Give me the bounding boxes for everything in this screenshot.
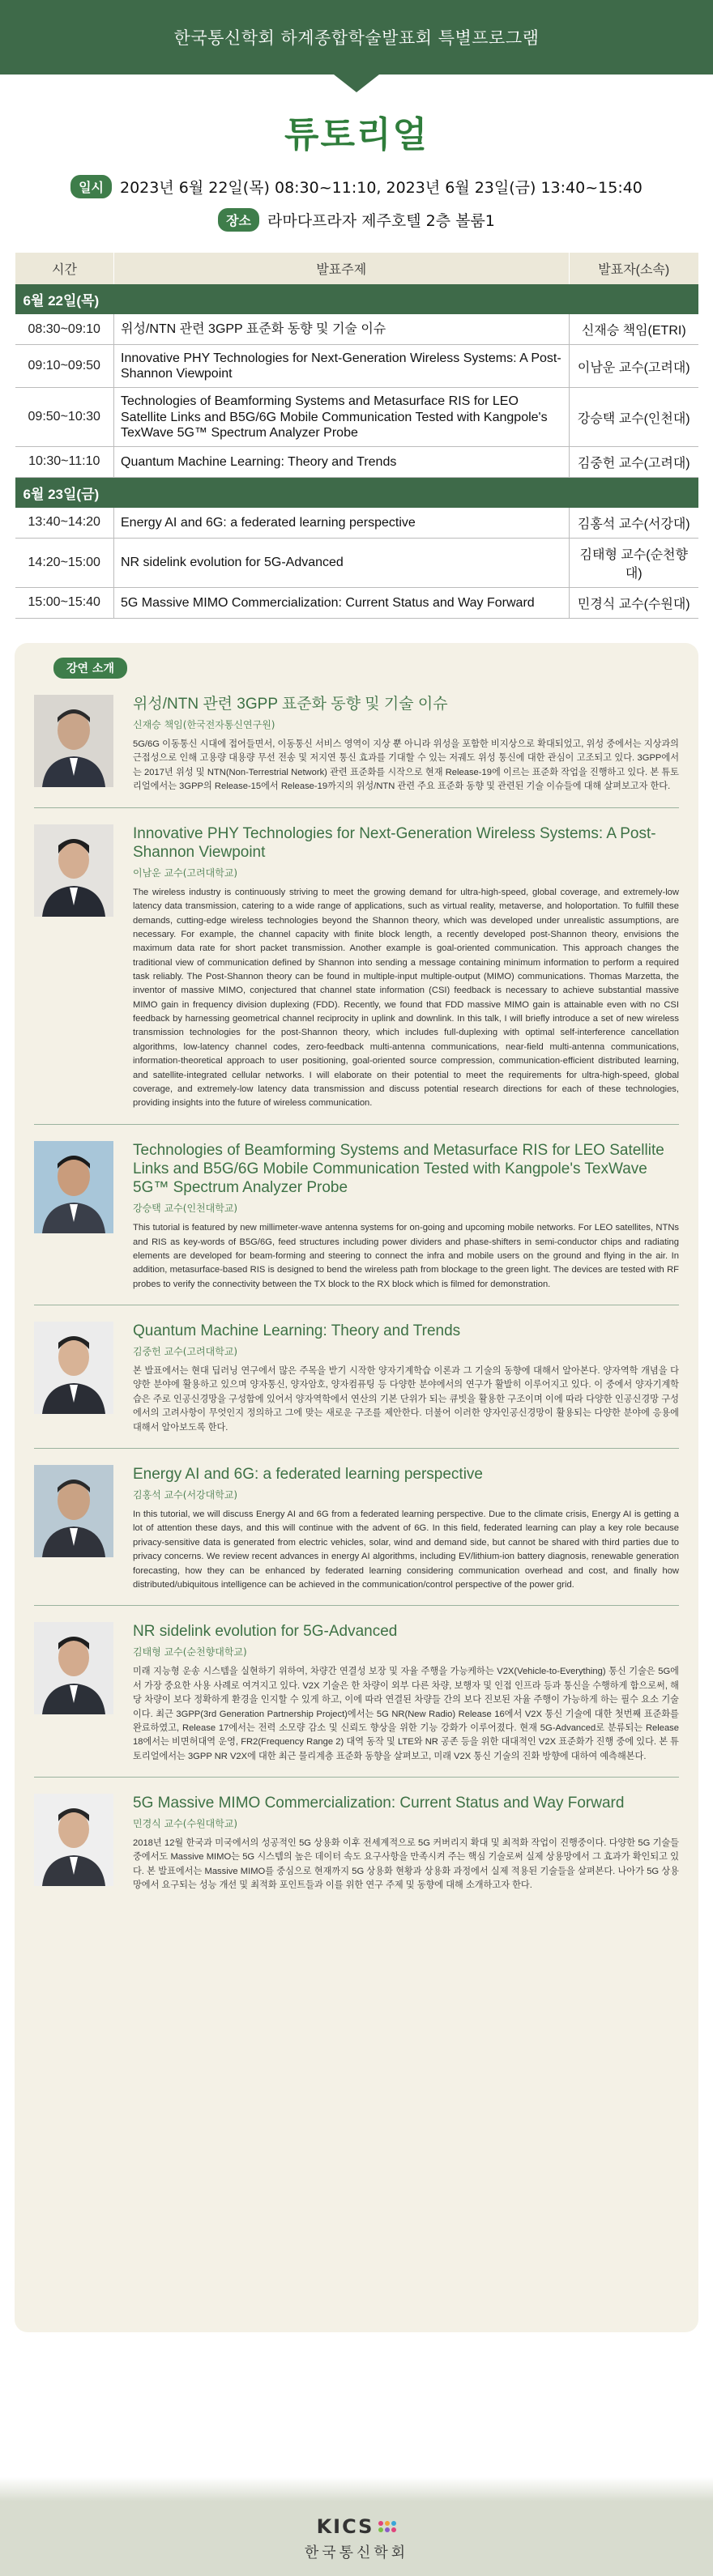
top-banner (0, 0, 713, 75)
day-label: 6월 22일(목) (15, 284, 699, 314)
portrait-icon (34, 695, 113, 787)
col-topic: 발표주제 (114, 253, 570, 284)
speaker-abstract: This tutorial is featured by new millimeter-wave antenna systems for on-going and upcoming mobile networks. For LEO satellites, NTNs and RIS as key-words of B5G/6G, feed structures including power dividers and phase-shifters in semi-conductor chips and radiating elements are developed for beam-forming and steering to connect the infra and mobile users on the ground and flying in the air. In addition, metasurface-based RIS is designed to bend the wireless path from blockage to the green light. The devices are tested with RF probes to verify the connectivity between the TX block to the RX block which is filmed for demonstration. (133, 1223, 679, 1289)
speaker-abstract: 5G/6G 이동통신 시대에 접어들면서, 이동통신 서비스 영역이 지상 뿐 아니라 위성을 포함한 비지상으로 확대되었고, 위성 중에서는 지상과의 근접성으로 인해 고용량 대용량 무선 전송 및 저지연 통신 효과를 기대할 수 있는 저궤도 위성 통신에 대한 관심이 고조되고 있다. 3GPP에서는 2017년 위성 및 NTN(Non-Terrestrial Network) 관련 표준화를 시작으로 현재 Release-19에 이르는 표준화 작업을 진행하고 있다. 본 튜토리얼에서는 3GPP의 Release-15에서 Release-19까지의 위성/NTN 관련 주요 표준화 동향 및 관련된 기술 이슈들에 대해 살펴보고자 한다. (133, 739, 679, 792)
row-time: 09:10~09:50 (15, 345, 114, 388)
row-time: 14:20~15:00 (15, 538, 114, 587)
portrait-icon (34, 1141, 113, 1233)
table-row (15, 508, 699, 539)
table-row (15, 345, 699, 388)
speaker-section (15, 643, 698, 2332)
speaker-photo (34, 824, 113, 917)
table-row (15, 446, 699, 477)
speaker-name: 신재승 책임(한국전자통신연구원) (133, 719, 275, 731)
portrait-icon (34, 1794, 113, 1886)
speaker-photo (34, 1141, 113, 1233)
speaker-abstract: 미래 지능형 운송 시스템을 실현하기 위하여, 차량간 연결성 보장 및 자율 주행을 가능케하는 V2X(Vehicle-to-Everything) 통신 기술은 5G에서 가장 중요한 사용 사례로 여겨지고 있다. V2X 기술은 한 차량이 외부 다른 차량, 보행자 및 인접 인프라 등과 통신을 수행하게 함으로써, 해당 차량이 보다 정확하게 환경을 인지할 수 있게 하고, 이에 따라 연결된 차량들 간의 보다 진보된 자율 주행이 가능하게 하는 필수 요소 기술이다. 최근 3GPP(3rd Generation Partnership Project)에서는 5G NR(New Radio) Release 16에서 V2X 통신 기술에 대한 첫번째 표준화를 완료하였고, Release 17에서는 전력 소모량 감소 및 신뢰도 향상을 위한 기능 강화가 이루어졌다. 현재 5G-Advanced로 분류되는 Release 18에서는 비면허대역 운영, FR2(Frequency Range 2) 대역 동작 및 LTE와 NR 공존 등을 위한 대대적인 V2X 표준화가 진행 중에 있다. 본 튜토리얼에서는 3GPP NR V2X에 대한 최근 물리계층 표준화 동향을 살펴보고, 미래 V2X 통신 기술의 진화 방향에 대하여 예측해본다. (133, 1667, 679, 1761)
row-time: 10:30~11:10 (15, 446, 114, 477)
table-row (15, 314, 699, 345)
schedule-table (15, 253, 698, 619)
speaker-name: 김중헌 교수(고려대학교) (133, 1346, 238, 1358)
day-row (15, 477, 699, 508)
banner-notch (334, 75, 379, 92)
portrait-icon (34, 1322, 113, 1414)
row-speaker: 김중헌 교수(고려대) (569, 446, 698, 477)
row-time: 15:00~15:40 (15, 587, 114, 618)
table-row (15, 587, 699, 618)
footer-fade (0, 2477, 713, 2501)
col-speaker: 발표자(소속) (569, 253, 698, 284)
row-time: 09:50~10:30 (15, 388, 114, 447)
speaker-card (34, 1305, 679, 1449)
portrait-icon (34, 824, 113, 917)
speaker-abstract: 2018년 12월 한국과 미국에서의 성공적인 5G 상용화 이후 전세계적으로 5G 커버리지 확대 및 최적화 작업이 진행중이다. 다양한 5G 기술들 중에서도 Massive MIMO는 5G 시스템의 높은 데이터 속도 요구사항을 만족시켜 주는 핵심 기술로써 실제 상용망에서 그 효과가 확인되고 있다. 본 발표에서는 Massive MIMO를 중심으로 현재까지 5G 상용화 현황과 상용화 과정에서 실제 적용된 기술들을 살펴본다. 나아가 5G 상용망에서 요구되는 성능 개선 및 최적화 포인트들과 이를 위한 연구 주제 및 동향에 대해 소개하고자 한다. (133, 1838, 679, 1891)
kics-logo (317, 2515, 397, 2538)
date-line (0, 175, 713, 198)
speaker-title: 5G Massive MIMO Commercialization: Current Status and Way Forward (133, 1794, 625, 1812)
speaker-photo (34, 1794, 113, 1886)
speaker-card (34, 1449, 679, 1606)
row-topic: 5G Massive MIMO Commercialization: Current Status and Way Forward (114, 587, 570, 618)
row-topic: NR sidelink evolution for 5G-Advanced (114, 538, 570, 587)
footer (0, 2501, 713, 2576)
day-row (15, 284, 699, 314)
place-line (0, 208, 713, 232)
speaker-abstract: The wireless industry is continuously striving to meet the growing demand for ultra-high-speed, global coverage, and extremely-low latency data transmission, catering to a wide range of applications, such as virtual reality, metaverse, and holoportation. To fulfill these demands, cutting-edge wireless technologies beyond the Shannon theory, which was developed under unrealistic assumptions, are necessary. For example, the channel capacity with finite block length, a recently developed post-Shannon theory, envisions the maximum data rate for short packet transmission. Another example is goal-oriented communication. This approach changes the traditional view of communication defined by Shannon into sending a message containing minimum information to perform a required task reliably. The Post-Shannon theory can be found in multiple-input multiple-output (MIMO) communications. Thomas Marzetta, the inventor of massive MIMO, conjectured that channel state information (CSI) feedback is necessary to achieve substantial massive MIMO gain in frequency division duplexing (FDD). Recently, we found that FDD massive MIMO gain is attainable even with no CSI feedback by harnessing geometrical channel reciprocity in uplink and downlink. In this talk, I will briefly introduce a set of new wireless transmission technologies for the post-Shannon theory, which includes full-duplexing with optimal self-interference cancellation algorithms, low-latency channel codes, zero-feedback multi-antenna communications, near-field multi-antenna communications, information-theoretical approach to user positioning, goal-oriented source compression, communication-efficient distributed learning, and satellite-integrated cellular networks. I will elaborate on their potential to meet the requirements for ultra-high-speed, global coverage, and extremely-low latency data transmission and discuss potential research directions for each of these technologies, providing insights into the future of wireless communication. (133, 887, 679, 1109)
speaker-photo (34, 695, 113, 787)
speaker-title: Quantum Machine Learning: Theory and Trends (133, 1322, 461, 1339)
row-time: 08:30~09:10 (15, 314, 114, 345)
title-area (0, 105, 713, 232)
speaker-title: Innovative PHY Technologies for Next-Generation Wireless Systems: A Post-Shannon Viewpoint (133, 824, 656, 861)
speaker-card (34, 679, 679, 808)
speaker-name: 김태형 교수(순천향대학교) (133, 1646, 247, 1658)
speaker-card (34, 1606, 679, 1778)
kics-dots-icon (378, 2521, 396, 2532)
date-tag: 일시 (70, 175, 112, 198)
speaker-card (34, 1778, 679, 1906)
speaker-photo (34, 1622, 113, 1714)
col-time: 시간 (15, 253, 114, 284)
row-topic: Quantum Machine Learning: Theory and Trends (114, 446, 570, 477)
portrait-icon (34, 1465, 113, 1557)
row-topic: 위성/NTN 관련 3GPP 표준화 동향 및 기술 이슈 (114, 314, 570, 345)
place-text: 라마다프라자 제주호텔 2층 볼룸1 (267, 212, 495, 230)
speaker-abstract: In this tutorial, we will discuss Energy AI and 6G from a federated learning perspective. Due to the climate crisis, Energy AI is getting a lot of attention these days, and this will continue with the advent of 6G. In this field, federated learning can play a key role because privacy-sensitive data is generated from electric vehicles, solar, wind and demand side, but cannot be shared with third parties due to privacy concerns. We review recent advances in energy AI algorithms, including EV/lithium-ion battery diagnosis, renewable generation forecasting, how they can be enhanced by federated learning considering communication overhead and cost, and finally how distributed/ubiquitous intelligence can be achieved in the communication/control perspective of the power grid. (133, 1509, 679, 1590)
speaker-title: Technologies of Beamforming Systems and Metasurface RIS for LEO Satellite Links and B5G/6G Mobile Communication Tested with Kangpole's TexWave 5G™ Spectrum Analyzer Probe (133, 1141, 664, 1196)
row-topic: Energy AI and 6G: a federated learning perspective (114, 508, 570, 539)
speaker-photo (34, 1465, 113, 1557)
row-topic: Innovative PHY Technologies for Next-Generation Wireless Systems: A Post-Shannon Viewpoint (114, 345, 570, 388)
speaker-name: 이남운 교수(고려대학교) (133, 866, 238, 879)
speaker-abstract: 본 발표에서는 현대 딥러닝 연구에서 많은 주목을 받기 시작한 양자기계학습 이론과 그 기술의 동향에 대해서 알아본다. 양자역학 개념을 다양한 분야에 활용하고 있으며 양자통신, 양자암호, 양자컴퓨팅 등 다양한 분야에서의 연구가 활발히 이루어지고 있다. 이 중에서 양자기계학습은 주로 인공신경망을 구성함에 있어서 양자역학에서 연산의 기본 단위가 되는 큐빗을 활용한 구조이며 이에 따라 다양한 인공신경망 구성에서의 고려사항이 무엇인지 정의하고 그에 맞는 새로운 구조를 제안한다. 더불어 이러한 양자인공신경망이 활용되는 다양한 분야에 응용에 대해서 알아보도록 한다. (133, 1366, 679, 1433)
row-speaker: 김태형 교수(순천향대) (569, 538, 698, 587)
speaker-card (34, 808, 679, 1125)
speaker-name: 김홍석 교수(서강대학교) (133, 1489, 238, 1501)
speaker-photo (34, 1322, 113, 1414)
banner-text: 한국통신학회 하계종합학술발표회 특별프로그램 (173, 28, 540, 48)
row-speaker: 이남운 교수(고려대) (569, 345, 698, 388)
row-speaker: 강승택 교수(인천대) (569, 388, 698, 447)
row-speaker: 김홍석 교수(서강대) (569, 508, 698, 539)
speaker-name: 민경식 교수(수원대학교) (133, 1818, 238, 1830)
row-time: 13:40~14:20 (15, 508, 114, 539)
kics-logo-text: KICS (316, 2515, 374, 2538)
speaker-section-tag: 강연 소개 (53, 658, 127, 679)
speaker-title: NR sidelink evolution for 5G-Advanced (133, 1623, 398, 1641)
page-title: 튜토리얼 (284, 114, 429, 155)
speaker-name: 강승택 교수(인천대학교) (133, 1203, 238, 1215)
place-tag: 장소 (218, 208, 259, 232)
table-row (15, 388, 699, 447)
row-speaker: 민경식 교수(수원대) (569, 587, 698, 618)
speaker-card (34, 1125, 679, 1305)
portrait-icon (34, 1622, 113, 1714)
row-topic: Technologies of Beamforming Systems and Metasurface RIS for LEO Satellite Links and B5G/6G Mobile Communication Tested with Kangpole's TexWave 5G™ Spectrum Analyzer Probe (114, 388, 570, 447)
org-name: 한국통신학회 (304, 2544, 409, 2561)
day-label: 6월 23일(금) (15, 477, 699, 508)
date-text: 2023년 6월 22일(목) 08:30~11:10, 2023년 6월 23일(금) 13:40~15:40 (120, 179, 643, 197)
schedule-header-row (15, 253, 699, 284)
table-row (15, 538, 699, 587)
speaker-title: Energy AI and 6G: a federated learning perspective (133, 1465, 483, 1483)
speaker-title: 위성/NTN 관련 3GPP 표준화 동향 및 기술 이슈 (133, 695, 448, 713)
row-speaker: 신재승 책임(ETRI) (569, 314, 698, 345)
